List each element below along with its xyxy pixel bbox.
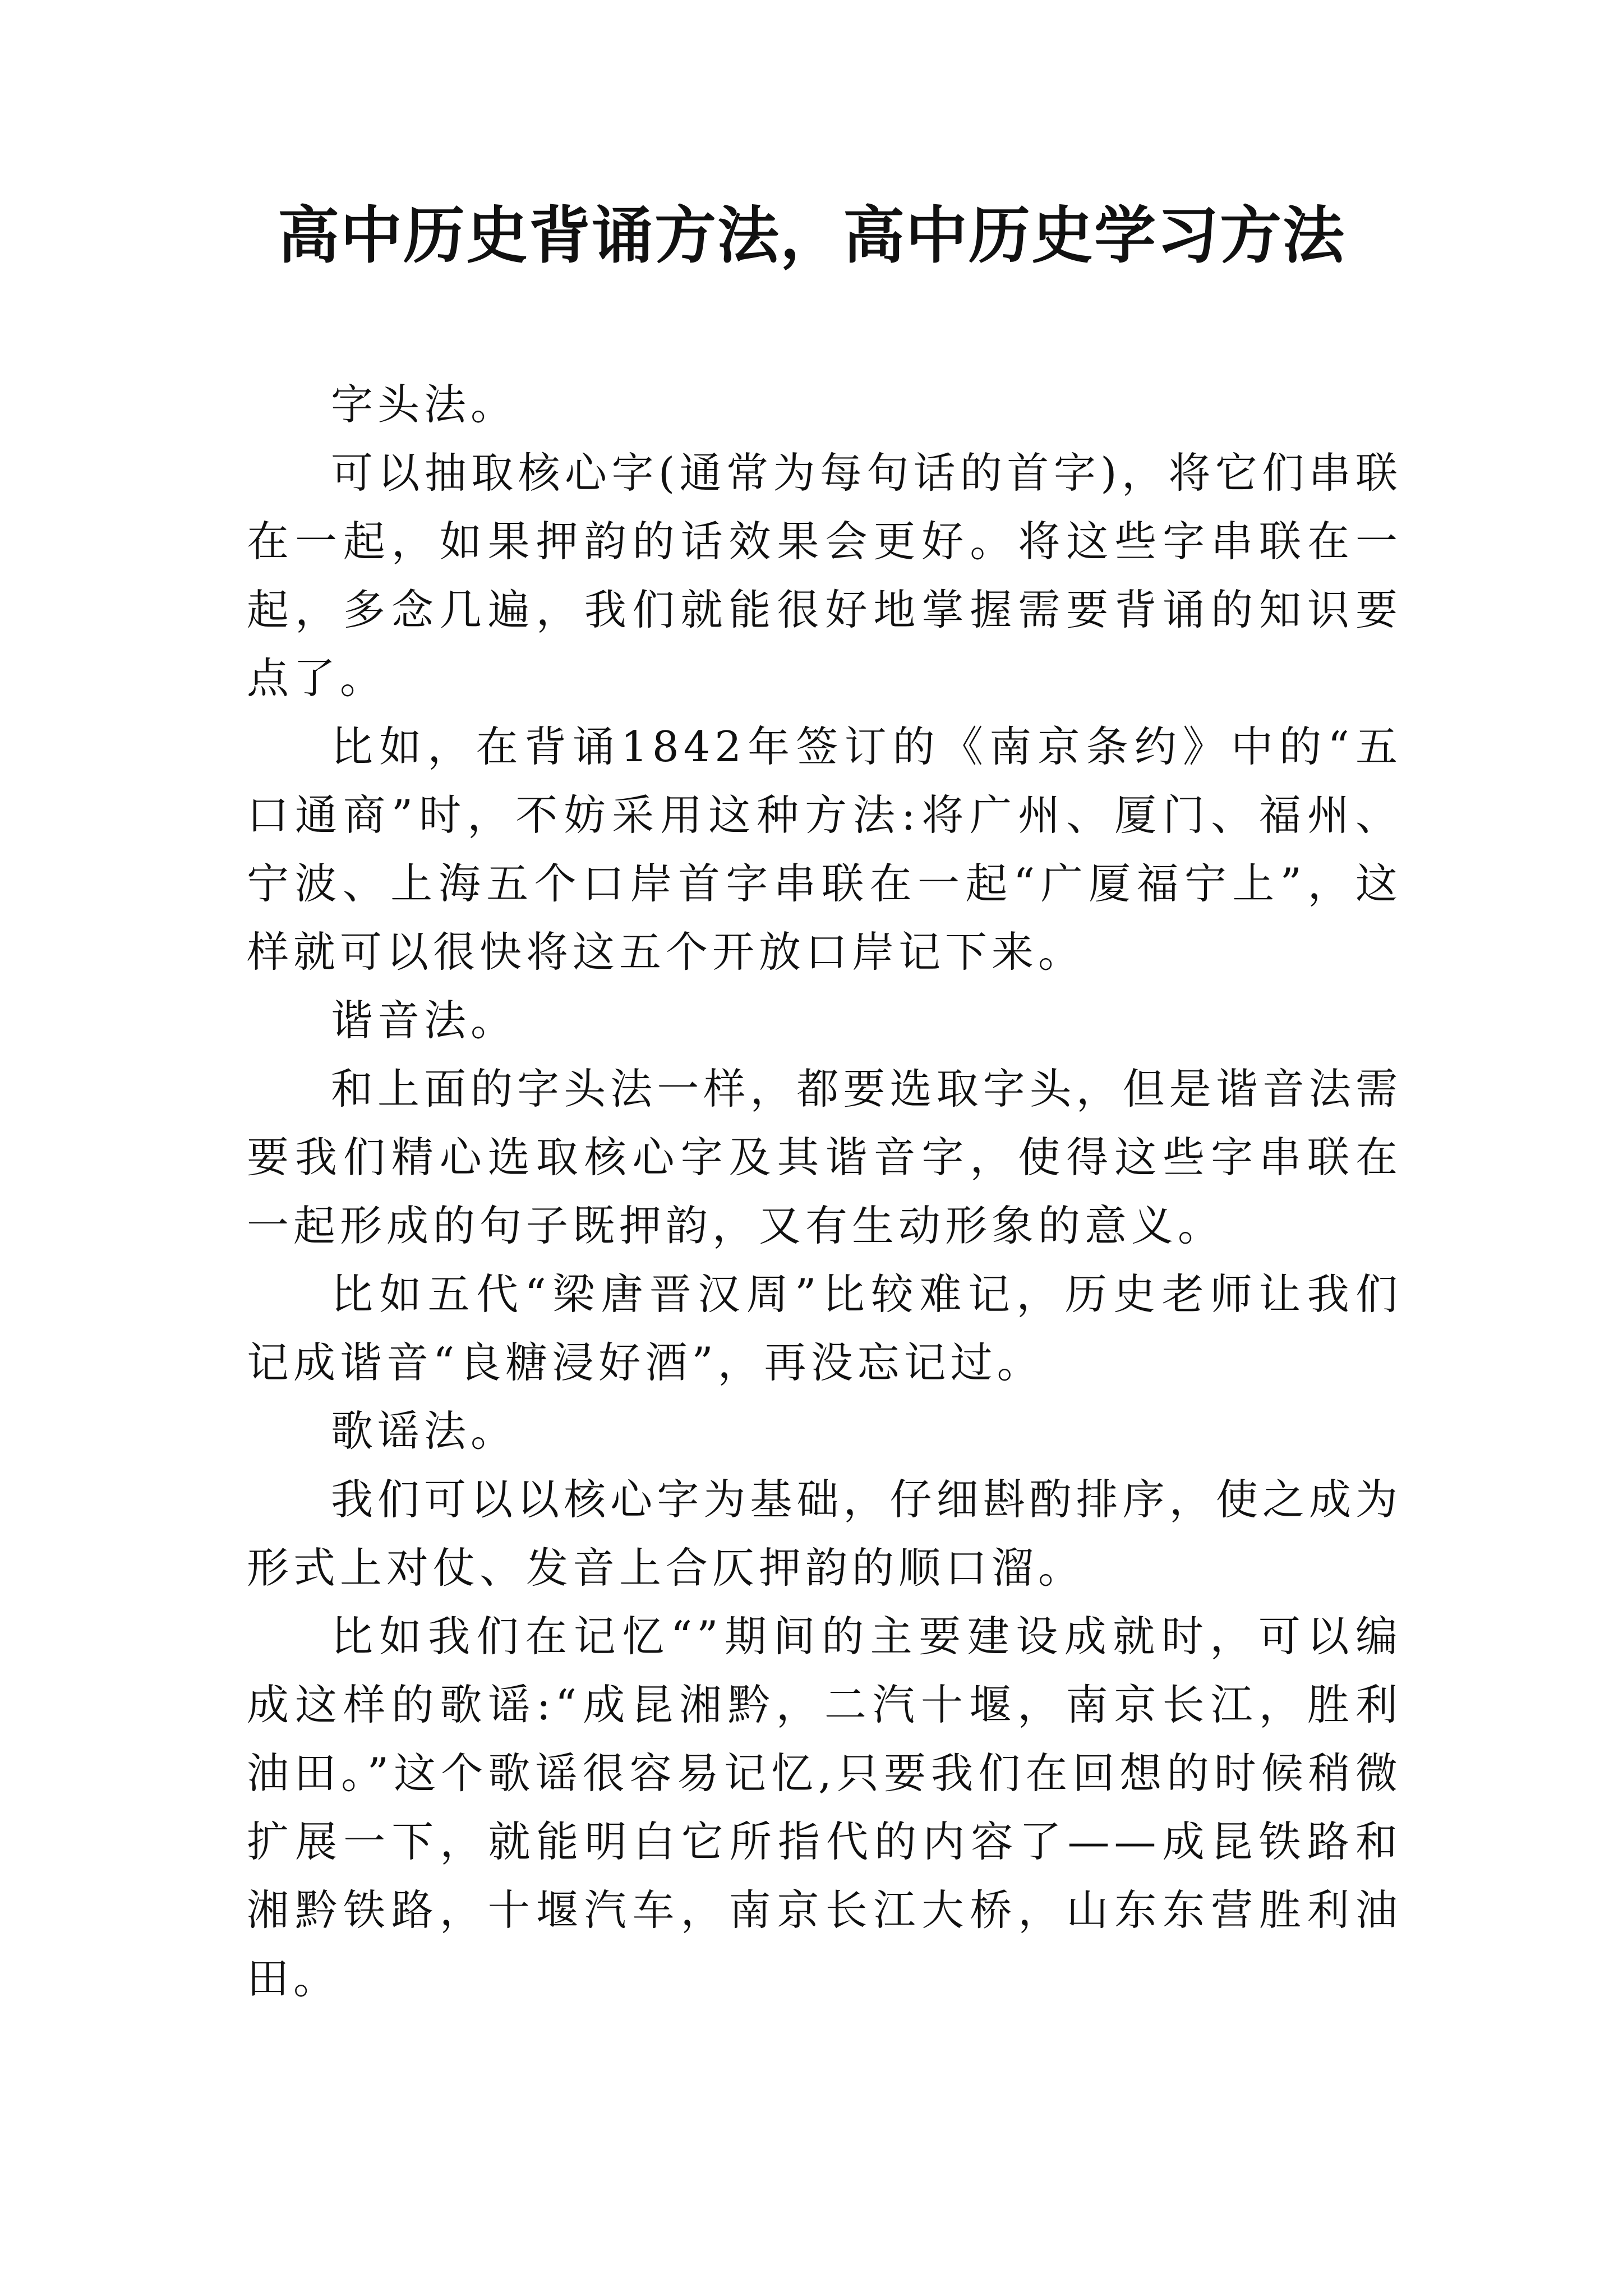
- document-body: [247, 370, 1402, 2013]
- paragraph-7: 歌谣法。: [331, 1406, 518, 1456]
- paragraph-1: 字头法。: [331, 380, 518, 429]
- page-title: 高中历史背诵方法，高中历史学习方法: [278, 199, 1345, 272]
- paragraph-8: 我们可以以核心字为基础，仔细斟酌排序，使之成为形式上对仗、发音上合仄押韵的顺口溜。: [247, 1475, 1402, 1593]
- paragraph-3: 比如，在背诵1842年签订的《南京条约》中的“五口通商”时，不妨采用这种方法:将广州、厦门、福州、宁波、上海五个口岸首字串联在一起“广厦福宁上”，这样就可以很快将这五个开放口岸记下来。: [247, 722, 1402, 977]
- paragraph-9: 比如我们在记忆“”期间的主要建设成就时，可以编成这样的歌谣:“成昆湘黔，二汽十堰，南京长江，胜利油田。”这个歌谣很容易记忆,只要我们在回想的时候稍微扩展一下，就能明白它所指代的内容了——成昆铁路和湘黔铁路，十堰汽车，南京长江大桥，山东东营胜利油田。: [247, 1612, 1402, 2003]
- paragraph-2: 可以抽取核心字(通常为每句话的首字)，将它们串联在一起，如果押韵的话效果会更好。将这些字串联在一起，多念几遍，我们就能很好地掌握需要背诵的知识要点了。: [247, 448, 1402, 703]
- paragraph-6: 比如五代“梁唐晋汉周”比较难记，历史老师让我们记成谐音“良糖浸好酒”，再没忘记过。: [247, 1269, 1402, 1387]
- paragraph-5: 和上面的字头法一样，都要选取字头，但是谐音法需要我们精心选取核心字及其谐音字，使得这些字串联在一起形成的句子既押韵，又有生动形象的意义。: [247, 1064, 1402, 1250]
- paragraph-4: 谐音法。: [331, 996, 518, 1045]
